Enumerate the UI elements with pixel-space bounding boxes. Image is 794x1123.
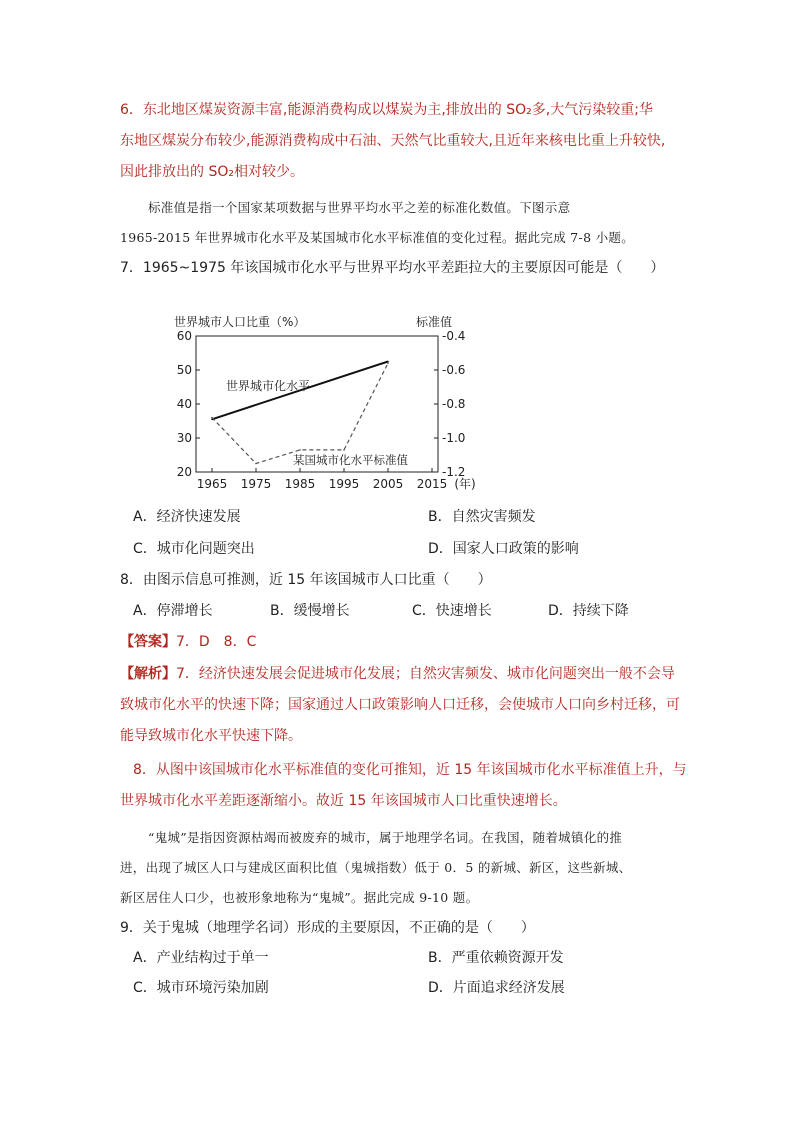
q6-analysis-line-3: 因此排放出的 SO₂相对较少。 — [120, 164, 304, 180]
explanation-line-2: 致城市化水平的快速下降；国家通过人口政策影响人口迁移，会使城市人口向乡村迁移，可 — [120, 697, 680, 713]
right-axis-tick-label: -1.0 — [442, 431, 466, 445]
series-world-label: 世界城市化水平 — [226, 379, 311, 393]
urbanization-chart — [168, 310, 488, 500]
q9-stem: 9．关于鬼城（地理学名词）形成的主要原因，不正确的是（ ） — [120, 920, 535, 936]
q7-option-d: D．国家人口政策的影响 — [428, 541, 579, 557]
left-axis-tick-label: 50 — [176, 363, 192, 377]
world-series-point — [387, 361, 389, 363]
country-series-point — [255, 463, 257, 465]
country-series-point — [211, 417, 213, 419]
intro-9-10-line-3: 新区居住人口少，也被形象地称为“鬼城”。据此完成 9-10 题。 — [120, 890, 479, 905]
left-axis-tick-label: 30 — [176, 431, 192, 445]
explanation-line-4: 8．从图中该国城市化水平标准值的变化可推知，近 15 年该国城市化水平标准值上升，与 — [133, 762, 687, 778]
q8-option-c: C．快速增长 — [412, 603, 492, 619]
country-series-point — [299, 449, 301, 451]
x-axis-tick-label: 1975 — [240, 477, 272, 491]
left-axis-tick-label: 60 — [176, 329, 192, 343]
intro-9-10-line-1: “鬼城”是指因资源枯竭而被废弃的城市，属于地理学名词。在我国，随着城镇化的推 — [148, 830, 623, 845]
chart-right-axis — [434, 329, 465, 479]
chart-left-axis-title: 世界城市人口比重（%） — [174, 315, 306, 329]
x-axis-tick-label: 2005 — [372, 477, 404, 491]
q9-option-c: C．城市环境污染加剧 — [133, 980, 269, 996]
q6-analysis-line-1: 6．东北地区煤炭资源丰富,能源消费构成以煤炭为主,排放出的 SO₂多,大气污染较重;华 — [120, 102, 653, 118]
x-axis-tick-label: 1985 — [284, 477, 316, 491]
explanation-line-5: 世界城市化水平差距逐渐缩小。故近 15 年该国城市人口比重快速增长。 — [120, 793, 567, 809]
x-axis-unit: (年) — [454, 477, 476, 491]
explanation-text-1: 7．经济快速发展会促进城市化发展；自然灾害频发、城市化问题突出一般不会导 — [176, 666, 675, 682]
country-series-point — [387, 362, 389, 364]
answer-tag: 【答案】 — [120, 634, 176, 650]
q6-analysis-line-2: 东地区煤炭分布较少,能源消费构成中石油、天然气比重较大,且近年来核电比重上升较快, — [120, 133, 666, 149]
intro-7-8-line-1: 标准值是指一个国家某项数据与世界平均水平之差的标准化数值。下图示意 — [148, 200, 571, 215]
explanation-line-1 — [120, 664, 675, 684]
series-country-label: 某国城市化水平标准值 — [293, 453, 408, 467]
x-axis-tick-label: 1995 — [328, 477, 360, 491]
right-axis-tick-label: -0.4 — [442, 329, 466, 343]
x-axis-tick-label: 1965 — [196, 477, 228, 491]
explanation-line-3: 能导致城市化水平快速下降。 — [120, 728, 302, 744]
q8-option-d: D．持续下降 — [548, 603, 629, 619]
answer-text: 7．D 8．C — [176, 634, 257, 650]
q9-option-b: B．严重依赖资源开发 — [428, 950, 564, 966]
answer-line — [120, 632, 256, 652]
right-axis-tick-label: -0.8 — [442, 397, 466, 411]
q9-option-d: D．片面追求经济发展 — [428, 980, 565, 996]
q7-option-a: A．经济快速发展 — [133, 509, 241, 525]
explanation-tag: 【解析】 — [120, 666, 176, 682]
left-axis-tick-label: 40 — [176, 397, 192, 411]
chart-right-axis-title: 标准值 — [416, 315, 453, 329]
chart-left-axis — [177, 329, 200, 479]
q7-option-c: C．城市化问题突出 — [133, 541, 255, 557]
chart-plot-frame — [196, 336, 438, 472]
intro-9-10-line-2: 进，出现了城区人口与建成区面积比值（鬼城指数）低于 0．5 的新城、新区，这些新城、 — [120, 860, 632, 875]
chart-points — [211, 361, 389, 465]
right-axis-tick-label: -1.2 — [442, 465, 466, 479]
country-series-point — [343, 449, 345, 451]
q8-option-b: B．缓慢增长 — [270, 603, 350, 619]
right-axis-tick-label: -0.6 — [442, 363, 466, 377]
q8-stem: 8．由图示信息可推测，近 15 年该国城市人口比重（ ） — [120, 572, 492, 588]
q7-stem: 7．1965~1975 年该国城市化水平与世界平均水平差距拉大的主要原因可能是（ ） — [120, 260, 665, 276]
left-axis-tick-label: 20 — [176, 465, 192, 479]
x-axis-tick-label: 2015 — [416, 477, 448, 491]
q8-option-a: A．停滞增长 — [133, 603, 213, 619]
q7-option-b: B．自然灾害频发 — [428, 509, 536, 525]
world-series-point — [211, 419, 213, 421]
intro-7-8-line-2: 1965-2015 年世界城市化水平及某国城市化水平标准值的变化过程。据此完成 7-8 小题。 — [120, 230, 634, 245]
q9-option-a: A．产业结构过于单一 — [133, 950, 269, 966]
chart-x-axis — [197, 468, 476, 491]
